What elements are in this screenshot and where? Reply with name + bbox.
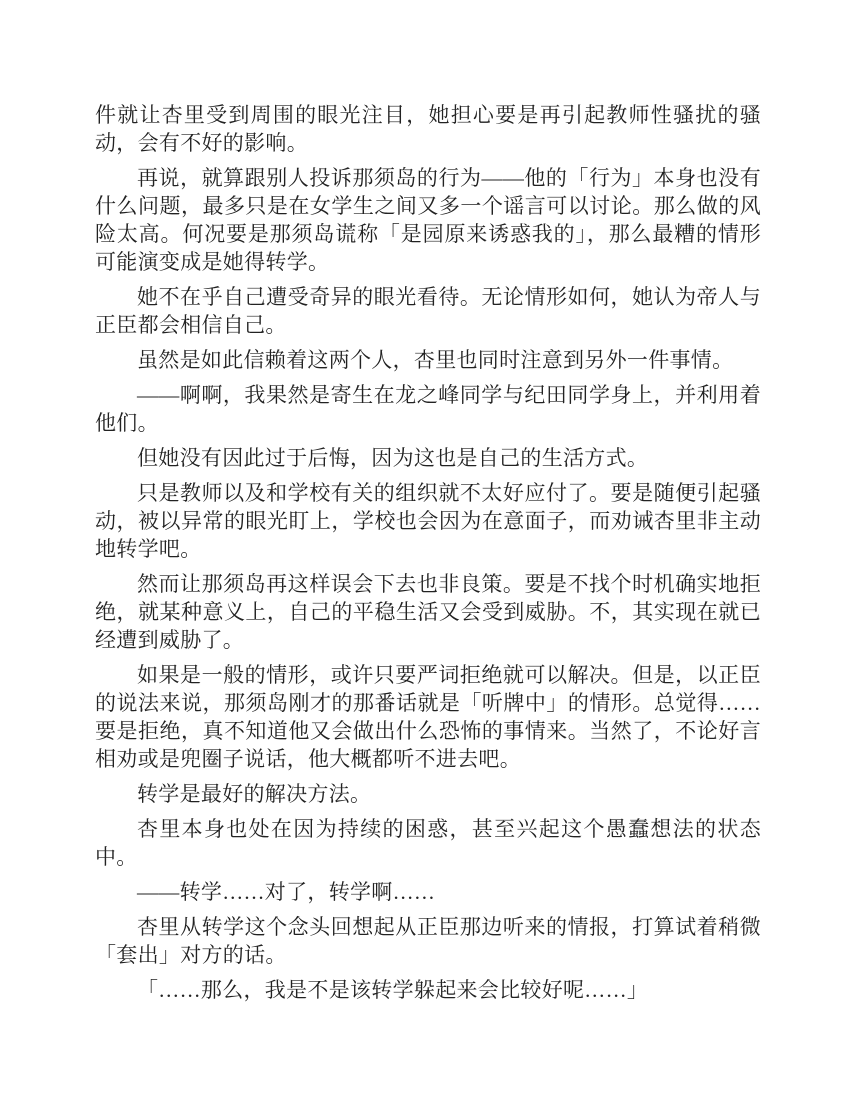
paragraph: 杏里本身也处在因为持续的困惑，甚至兴起这个愚蠢想法的状态中。 bbox=[95, 817, 761, 869]
novel-text-block bbox=[95, 101, 761, 1004]
paragraph: 只是教师以及和学校有关的组织就不太好应付了。要是随便引起骚动，被以异常的眼光盯上，学校也会因为在意面子，而劝诫杏里非主动地转学吧。 bbox=[95, 481, 761, 561]
paragraph: 如果是一般的情形，或许只要严词拒绝就可以解决。但是，以正臣的说法来说，那须岛刚才的那番话就是「听牌中」的情形。总觉得……要是拒绝，真不知道他又会做出什么恐怖的事情来。当然了，不论好言相劝或是兜圈子说话，他大概都听不进去吧。 bbox=[95, 663, 761, 771]
paragraph: ——转学……对了，转学啊…… bbox=[137, 880, 436, 904]
paragraph: 件就让杏里受到周围的眼光注目，她担心要是再引起教师性骚扰的骚动，会有不好的影响。 bbox=[95, 103, 761, 155]
paragraph: 杏里从转学这个念头回想起从正臣那边听来的情报，打算试着稍微「套出」对方的话。 bbox=[95, 915, 761, 967]
paragraph: ——啊啊，我果然是寄生在龙之峰同学与纪田同学身上，并利用着他们。 bbox=[95, 383, 761, 435]
paragraph: 「……那么，我是不是该转学躲起来会比较好呢……」 bbox=[137, 978, 649, 1002]
paragraph: 再说，就算跟别人投诉那须岛的行为——他的「行为」本身也没有什么问题，最多只是在女学生之间又多一个谣言可以讨论。那么做的风险太高。何况要是那须岛谎称「是园原来诱惑我的」，那么最糟的情形可能演变成是她得转学。 bbox=[95, 166, 761, 274]
paragraph: 但她没有因此过于后悔，因为这也是自己的生活方式。 bbox=[137, 446, 649, 470]
paragraph: 然而让那须岛再这样误会下去也非良策。要是不找个时机确实地拒绝，就某种意义上，自己的平稳生活又会受到威胁。不，其实现在就已经遭到威胁了。 bbox=[95, 572, 761, 652]
paragraph: 她不在乎自己遭受奇异的眼光看待。无论情形如何，她认为帝人与正臣都会相信自己。 bbox=[95, 285, 761, 337]
paragraph: 虽然是如此信赖着这两个人，杏里也同时注意到另外一件事情。 bbox=[137, 348, 734, 372]
paragraph: 转学是最好的解决方法。 bbox=[137, 782, 372, 806]
